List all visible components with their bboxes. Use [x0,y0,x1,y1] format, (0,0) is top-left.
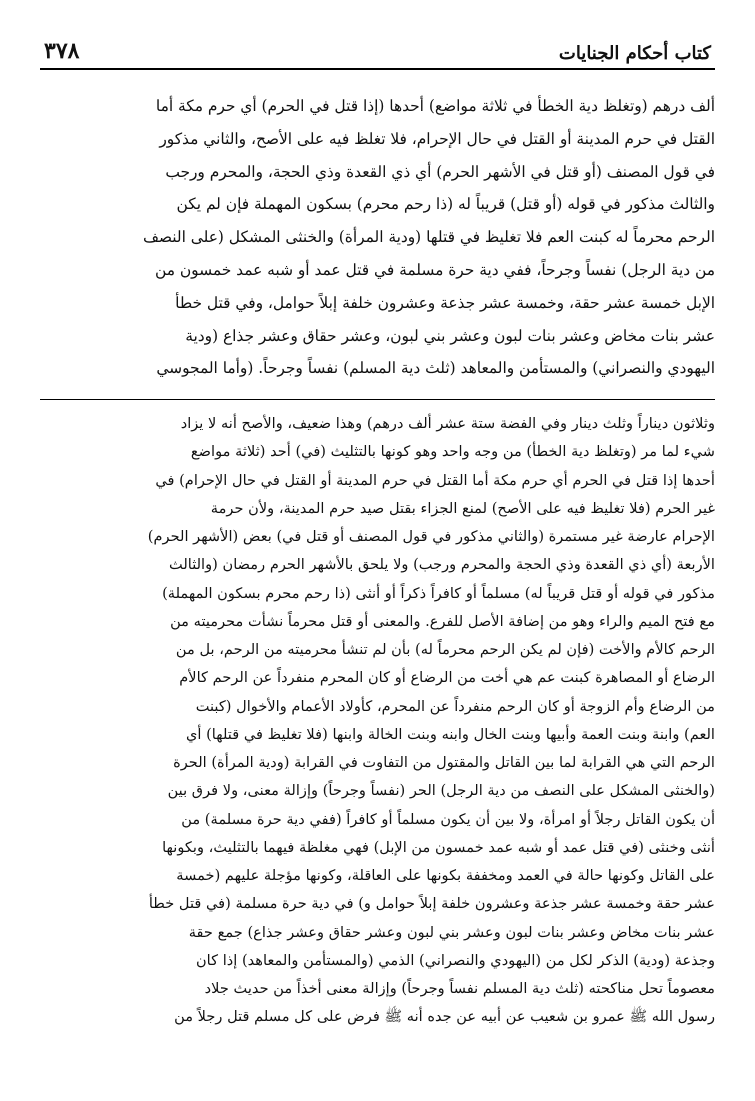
commentary-line: الرضاع أو المصاهرة كبنت عم هي أخت من الرضاع أو كان المحرم منفرداً عن الرحم كالأم [179,669,715,687]
commentary-line: أحدها إذا قتل في الحرم أي حرم مكة أما القتل في حرم المدينة أو القتل في حال الإحرام) في [155,471,715,489]
commentary-line: وثلاثون ديناراً وثلث دينار وفي الفضة ستة عشر ألف درهم) وهذا ضعيف، والأصح أنه لا يزاد [180,415,715,433]
commentary-line: غير الحرم (فلا تغليظ فيه على الأصح) لمنع الجزاء بقتل صيد حرم المدينة، ولأن حرمة [210,499,715,517]
main-text [40,90,715,385]
commentary-line: عشر بنات مخاض وعشر بنات لبون وعشر بني لبون وعشر حقاق وعشر جذاع) جمع حقة [188,923,715,941]
commentary-line: أنثى وخنثى (في قتل عمد أو شبه عمد خمسون من الإبل) فهي مغلظة فيهما بالتثليث، وبكونها [162,838,715,856]
commentary-line: مع فتح الميم والراء وهو من إضافة الأصل للفرع. والمعنى أو قتل محرماً نشأت محرميته من [170,612,715,630]
commentary-line: معصوماً تحل مناكحته (ثلث دية المسلم نفساً وجرحاً) وإزالة معنى أخذاً من حديث جلاد [204,980,715,998]
main-text-line: عشر بنات مخاض وعشر بنات لبون وعشر بني لبون، وعشر حقاق وعشر جذاع (ودية [185,326,715,345]
commentary-line: عشر حقة وخمسة عشر جذعة وعشرون خلفة إبلاً حوامل و) في دية حرة مسلمة (في قتل خطأ [148,895,715,913]
page-number: ٣٧٨ [44,38,80,64]
main-text-line: الإبل خمسة عشر حقة، وخمسة عشر جذعة وعشرون خلفة إبلاً حوامل، وفي قتل خطأ [175,293,715,312]
main-text-line: اليهودي والنصراني) والمستأمن والمعاهد (ثلث دية المسلم) نفساً وجرحاً. (وأما المجوسي [156,359,715,378]
commentary-line: شيء لما مر (وتغلظ دية الخطأ) من وجه واحد وهو كونها بالتثليث (في) أحد (ثلاثة مواضع [190,443,715,461]
main-text-line: الرحم محرماً له كبنت العم فلا تغليظ في قتلها (ودية المرأة) والخنثى المشكل (على النصف [143,228,715,247]
commentary-text [40,410,715,1032]
commentary-line: (والخنثى المشكل على النصف من دية الرجل) الحر (نفساً وجرحاً) وإزالة معنى، ولا فرق بين [167,782,715,800]
main-text-line: في قول المصنف (أو قتل في الأشهر الحرم) أي ذي القعدة وذي الحجة، والمحرم ورجب [165,162,715,181]
commentary-line: العم) وابنة وبنت العمة وأبيها وبنت الخال وابنه وبنت الخالة وابنها (فلا تغليظ في قتلها) أي [185,725,715,743]
main-text-line: والثالث مذكور في قوله (أو قتل) قريباً له (ذا رحم محرم) بسكون المهملة فإن لم يكن [176,195,715,214]
commentary-line: الرحم كالأم والأخت (فإن لم يكن الرحم محرماً له) بأن لم تنشأ محرميته من الرحم، بل من [175,641,715,659]
main-text-line: القتل في حرم المدينة أو القتل في حال الإحرام، فلا تغلظ فيه على الأصح، والثاني مذكور [159,129,715,148]
main-text-line: من دية الرجل) نفساً وجرحاً، ففي دية حرة مسلمة في قتل عمد أو شبه عمد خمسون من [154,260,715,279]
commentary-line: وجذعة (ودية) الذكر لكل من (اليهودي والنصراني) الذمي (والمستأمن والمعاهد) إذا كان [195,951,715,969]
main-text-line: ألف درهم (وتغلظ دية الخطأ في ثلاثة مواضع) أحدها (إذا قتل في الحرم) أي حرم مكة أما [155,97,715,115]
commentary-line: من الرضاع وأم الزوجة أو كان الرحم منفرداً عن المحرم، كأولاد الأعمام والأخوال (كبنت [195,697,715,715]
commentary-line: الرحم التي هي القرابة لما بين القاتل والمقتول من التفاوت في القرابة (ودية المرأة) الحرة [173,754,715,772]
commentary-line: رسول الله ﷺ عمرو بن شعيب عن أبيه عن جده أنه ﷺ فرض على كل مسلم قتل رجلاً من [174,1008,715,1026]
page-header [40,24,715,70]
commentary-line: مذكور في قوله أو قتل قريباً له) مسلماً أو كافراً ذكراً أو أنثى (ذا رحم محرم بسكون المهملة) [162,584,715,602]
separator-line [40,399,715,400]
commentary-line: الأربعة (أي ذي القعدة وذي الحجة والمحرم ورجب) ولا يلحق بالأشهر الحرم رمضان (والثالث [168,556,715,574]
book-title: كتاب أحكام الجنايات [558,43,711,64]
commentary-line: الإحرام عارضة غير مستمرة (والثاني مذكور في قول المصنف أو قتل في) بعض (الأشهر الحرم) [147,528,715,546]
commentary-line: أن يكون القاتل رجلاً أو امرأة، ولا بين أن يكون مسلماً أو كافراً (ففي دية حرة مسلمة) من [181,810,715,828]
commentary-line: على القاتل وكونها حالة في العمد ومخففة بكونها على العاقلة، وكونها مؤجلة عليهم (خمسة [176,867,715,885]
